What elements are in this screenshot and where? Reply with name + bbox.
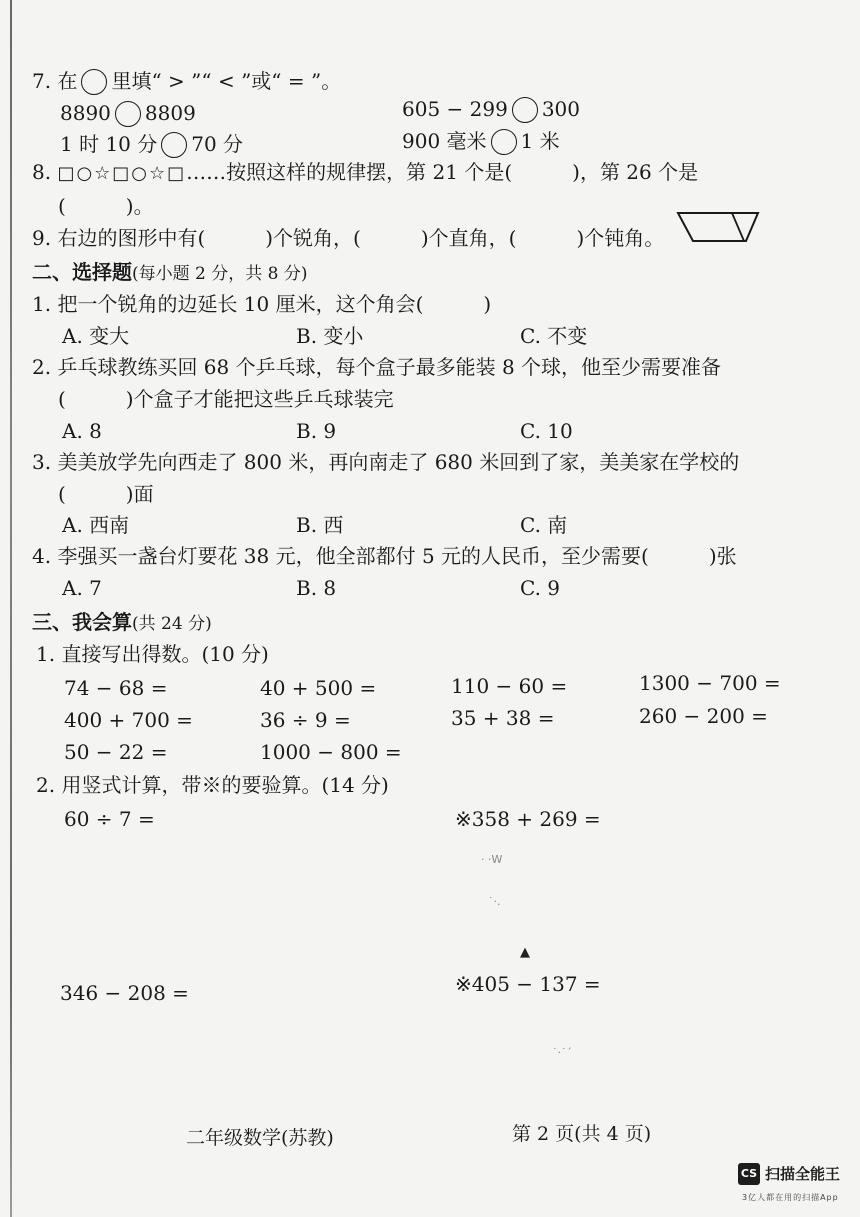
calc-expression: 40 + 500 = [260, 676, 377, 700]
q9-number: 9. [32, 226, 52, 250]
oral-calc-label: 1. 直接写出得数。(10 分) [36, 642, 269, 666]
mc-option[interactable]: C. 南 [520, 513, 568, 537]
q7-item-left: 605 − 299 [402, 97, 508, 121]
scanner-logo-icon: CS [738, 1163, 760, 1185]
footer-page-number: 第 2 页(共 4 页) [512, 1123, 652, 1145]
calc-expression: 50 − 22 = [64, 740, 168, 764]
calc-expression: 1300 − 700 = [639, 671, 781, 695]
mc-option[interactable]: C. 10 [520, 419, 573, 443]
mc-option[interactable]: B. 西 [296, 513, 344, 537]
calc-expression: 260 − 200 = [639, 704, 768, 728]
mc-question-3 [32, 449, 739, 475]
mc-text-cont: ( )个盒子才能把这些乒乓球装完 [58, 387, 394, 411]
mc-question-2 [32, 354, 721, 380]
vertical-expression: 60 ÷ 7 = [64, 807, 155, 831]
q8-text: ……按照这样的规律摆，第 21 个是( )，第 26 个是 [186, 160, 699, 184]
mc-option[interactable]: A. 7 [62, 576, 102, 600]
q9-text: 右边的图形中有( )个锐角，( )个直角，( )个钝角。 [57, 226, 665, 250]
mc-option[interactable]: B. 9 [296, 419, 337, 443]
mc-number: 1. [32, 292, 52, 316]
section3-note: (共 24 分) [132, 614, 212, 634]
answer-circle[interactable] [512, 97, 538, 123]
mc-text: 乒乓球教练买回 68 个乒乓球，每个盒子最多能装 8 个球，他至少需要准备 [57, 355, 722, 379]
q7-item-right: 1 米 [520, 129, 560, 153]
mc-number: 2. [32, 355, 52, 379]
scan-speck: · ·W [481, 853, 503, 866]
scanner-app-name: 扫描全能王 [765, 1165, 841, 1183]
section3-heading [32, 609, 212, 637]
q8-line-2: ( )。 [58, 194, 154, 218]
q7-item-right: 300 [541, 97, 581, 121]
scan-speck: ˙·˙´ [552, 1046, 572, 1059]
mc-option[interactable]: B. 变小 [296, 324, 364, 348]
q7-number: 7. [32, 69, 52, 93]
mc-text-cont: ( )面 [58, 482, 154, 506]
mc-question-4 [32, 543, 737, 569]
mc-option[interactable]: C. 9 [520, 576, 561, 600]
q7-prompt [32, 68, 341, 95]
q9-prompt [32, 225, 664, 251]
vertical-expression: 346 − 208 = [60, 981, 189, 1005]
blank-circle [81, 69, 107, 95]
section2-heading [32, 259, 308, 287]
q7-item-right: 8809 [144, 101, 196, 125]
vertical-expression: ※405 − 137 = [455, 972, 601, 996]
shape-sequence: □○☆□○☆□ [57, 163, 187, 184]
q8-number: 8. [32, 160, 52, 184]
mc-number: 4. [32, 544, 52, 568]
calc-expression: 1000 − 800 = [260, 740, 402, 764]
scanner-app-slogan: 3亿人都在用的扫描App [742, 1193, 839, 1202]
calc-expression: 110 − 60 = [451, 674, 568, 698]
answer-circle[interactable] [115, 101, 141, 127]
vertical-calc-label: 2. 用竖式计算，带※的要验算。(14 分) [36, 773, 389, 797]
q8-line-1 [32, 159, 698, 187]
q7-item-left: 8890 [60, 101, 111, 125]
calc-expression: 35 + 38 = [451, 706, 555, 730]
calc-expression: 400 + 700 = [64, 708, 193, 732]
section2-note: (每小题 2 分，共 8 分) [132, 264, 308, 284]
mc-option[interactable]: A. 变大 [62, 324, 130, 348]
q7-intro: 在 [57, 69, 78, 93]
mc-number: 3. [32, 450, 52, 474]
mc-option[interactable]: A. 8 [62, 419, 102, 443]
mc-option[interactable]: C. 不变 [520, 324, 588, 348]
footer-subject: 二年级数学(苏教) [186, 1127, 334, 1149]
mc-text: 李强买一盏台灯要花 38 元，他全部都付 5 元的人民币，至少需要( )张 [57, 544, 737, 568]
mc-text: 把一个锐角的边延长 10 厘米，这个角会( ) [57, 292, 492, 316]
mc-option[interactable]: B. 8 [296, 576, 337, 600]
q7-item-left: 900 毫米 [402, 129, 487, 153]
q7-intro-rest: 里填“ > ”“ < ”或“ = ”。 [111, 69, 342, 93]
calc-expression: 74 − 68 = [64, 676, 168, 700]
vertical-expression: ※358 + 269 = [455, 807, 601, 831]
scan-speck: ▲ [520, 945, 530, 960]
calc-expression: 36 ÷ 9 = [260, 708, 351, 732]
scan-speck: ˙·. [488, 895, 501, 908]
mc-text: 美美放学先向西走了 800 米，再向南走了 680 米回到了家，美美家在学校的 [57, 450, 740, 474]
answer-circle[interactable] [491, 129, 517, 155]
q7-item-3 [60, 131, 243, 158]
answer-circle[interactable] [161, 132, 187, 158]
section3-title: 三、我会算 [32, 610, 132, 634]
q7-item-left: 1 时 10 分 [60, 132, 158, 156]
mc-question-1 [32, 291, 491, 317]
q7-item-right: 70 分 [191, 132, 244, 156]
mc-option[interactable]: A. 西南 [62, 513, 130, 537]
q7-item-4 [402, 128, 560, 155]
trapezoid-figure [676, 210, 760, 244]
q7-item-1 [60, 100, 196, 127]
q7-item-2 [402, 96, 580, 123]
section2-title: 二、选择题 [32, 260, 132, 284]
scan-edge-shadow [10, 0, 12, 1217]
